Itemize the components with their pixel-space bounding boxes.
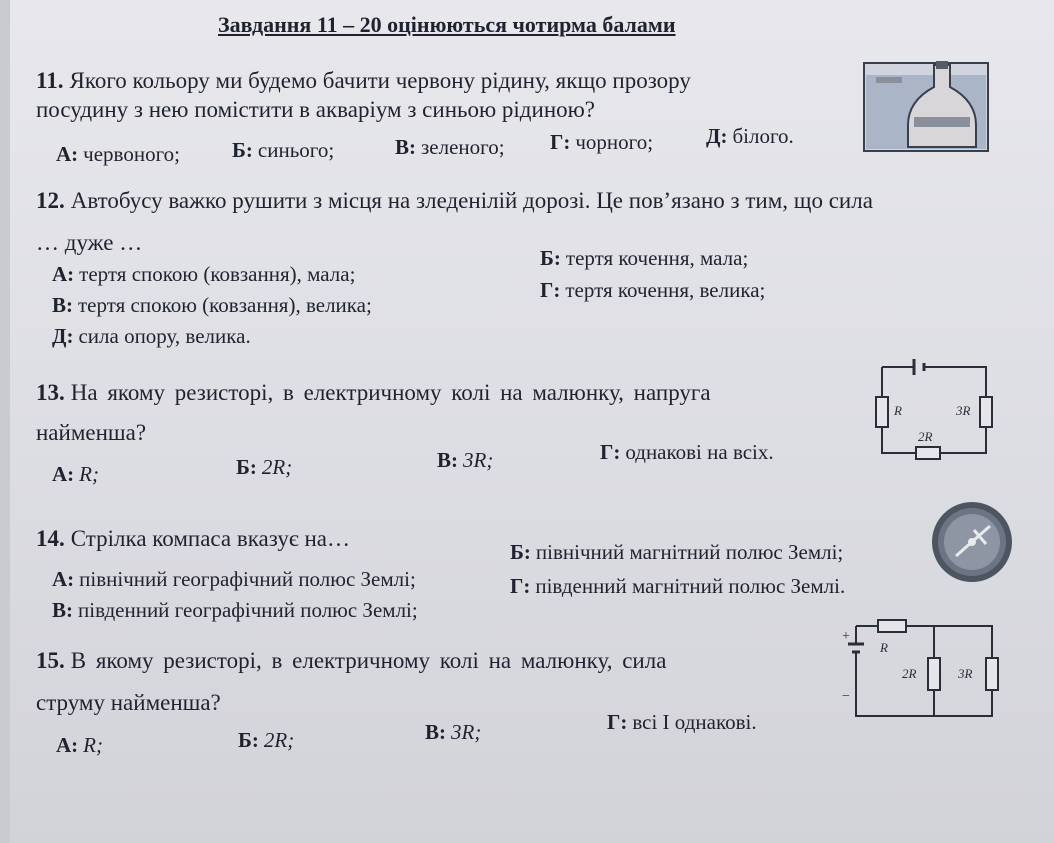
option-text: південний магнітний полюс Землі. bbox=[535, 574, 846, 598]
question-11 bbox=[36, 66, 691, 95]
option-text: зеленого; bbox=[421, 135, 505, 159]
option-letter: А: bbox=[52, 462, 75, 486]
resistor-r-label: R bbox=[894, 403, 902, 418]
option-text: чорного; bbox=[575, 130, 654, 154]
option-13-c[interactable] bbox=[437, 448, 493, 473]
resistor-r-label: R bbox=[880, 640, 888, 655]
option-text: тертя кочення, велика; bbox=[565, 278, 766, 302]
option-text: тертя кочення, мала; bbox=[565, 246, 749, 270]
option-12-c[interactable] bbox=[52, 293, 372, 318]
option-letter: В: bbox=[395, 135, 416, 159]
resistor-3r-label: 3R bbox=[958, 666, 973, 681]
question-text-line1: На якому резисторі, в електричному колі на малюнку, напруга bbox=[70, 380, 711, 405]
option-letter: В: bbox=[52, 598, 73, 622]
option-letter: Б: bbox=[540, 246, 561, 270]
circuit-13-diagram bbox=[868, 355, 998, 465]
battery-minus-label: − bbox=[842, 689, 850, 704]
option-11-c[interactable] bbox=[395, 135, 505, 160]
question-13-line2: найменша? bbox=[36, 420, 147, 445]
option-11-e[interactable] bbox=[706, 124, 794, 149]
option-11-a[interactable] bbox=[56, 142, 180, 167]
option-15-a[interactable] bbox=[56, 733, 103, 758]
option-letter: Д: bbox=[706, 124, 728, 148]
resistor-2r-label: 2R bbox=[902, 666, 917, 681]
option-14-b[interactable] bbox=[510, 540, 843, 565]
option-letter: А: bbox=[52, 567, 75, 591]
question-text-line1: Автобусу важко рушити з місця на зледенілій дорозі. Це пов’язано з тим, що сила bbox=[70, 188, 873, 213]
option-text: синього; bbox=[257, 138, 335, 162]
battery-plus-label: + bbox=[842, 629, 850, 644]
question-11-line2: посудину з нею помістити в акваріум з синьою рідиною? bbox=[36, 97, 596, 122]
option-text: R; bbox=[79, 462, 99, 486]
question-15 bbox=[36, 646, 666, 675]
question-number: 12. bbox=[36, 188, 65, 213]
option-14-c[interactable] bbox=[52, 598, 418, 623]
option-14-d[interactable] bbox=[510, 574, 845, 599]
circuit-15-diagram bbox=[842, 612, 1002, 722]
option-12-b[interactable] bbox=[540, 246, 748, 271]
option-text: південний географічний полюс Землі; bbox=[78, 598, 418, 622]
option-text: тертя спокою (ковзання), велика; bbox=[78, 293, 372, 317]
question-number: 13. bbox=[36, 380, 65, 405]
resistor-2r-label: 2R bbox=[918, 429, 933, 444]
option-text: 3R; bbox=[463, 448, 494, 472]
section-title: Завдання 11 – 20 оцінюються чотирма балами bbox=[218, 12, 676, 37]
question-number: 11. bbox=[36, 68, 64, 93]
question-12-line2: … дуже … bbox=[36, 230, 143, 255]
option-text: білого. bbox=[732, 124, 794, 148]
option-letter: Г: bbox=[540, 278, 561, 302]
option-11-d[interactable] bbox=[550, 130, 653, 155]
aquarium-figure bbox=[862, 55, 992, 155]
question-text-line1: В якому резисторі, в електричному колі на малюнку, сила bbox=[70, 648, 667, 673]
option-15-d[interactable] bbox=[607, 710, 757, 735]
option-12-e[interactable] bbox=[52, 324, 251, 349]
option-letter: А: bbox=[56, 142, 79, 166]
option-12-d[interactable] bbox=[540, 278, 765, 303]
option-text: 3R; bbox=[451, 720, 482, 744]
option-letter: Г: bbox=[600, 440, 621, 464]
option-14-a[interactable] bbox=[52, 567, 416, 592]
option-letter: Б: bbox=[232, 138, 253, 162]
option-letter: В: bbox=[425, 720, 446, 744]
resistor-3r-label: 3R bbox=[956, 403, 971, 418]
option-15-b[interactable] bbox=[238, 728, 294, 753]
question-12 bbox=[36, 186, 873, 215]
option-11-b[interactable] bbox=[232, 138, 334, 163]
option-text: всі I однакові. bbox=[632, 710, 757, 734]
option-text: північний географічний полюс Землі; bbox=[79, 567, 416, 591]
option-13-d[interactable] bbox=[600, 440, 774, 465]
question-number: 14. bbox=[36, 526, 65, 551]
option-letter: А: bbox=[52, 262, 75, 286]
option-text: 2R; bbox=[263, 728, 295, 752]
option-letter: Г: bbox=[550, 130, 571, 154]
option-12-a[interactable] bbox=[52, 262, 355, 287]
option-13-a[interactable] bbox=[52, 462, 99, 487]
compass-figure bbox=[930, 500, 1014, 584]
question-15-line2: струму найменша? bbox=[36, 690, 221, 715]
question-text-line1: Якого кольору ми будемо бачити червону рідину, якщо прозору bbox=[69, 68, 691, 93]
option-letter: В: bbox=[437, 448, 458, 472]
option-letter: Г: bbox=[607, 710, 628, 734]
option-text: 2R; bbox=[261, 455, 293, 479]
question-number: 15. bbox=[36, 648, 65, 673]
option-13-b[interactable] bbox=[236, 455, 292, 480]
option-letter: А: bbox=[56, 733, 79, 757]
option-text: R; bbox=[83, 733, 103, 757]
option-letter: Б: bbox=[238, 728, 259, 752]
option-15-c[interactable] bbox=[425, 720, 481, 745]
question-text-line1: Стрілка компаса вказує на… bbox=[70, 526, 350, 551]
option-text: північний магнітний полюс Землі; bbox=[535, 540, 844, 564]
question-14 bbox=[36, 524, 350, 553]
option-letter: В: bbox=[52, 293, 73, 317]
option-letter: Б: bbox=[236, 455, 257, 479]
option-letter: Б: bbox=[510, 540, 531, 564]
option-text: однакові на всіх. bbox=[625, 440, 774, 464]
option-letter: Г: bbox=[510, 574, 531, 598]
option-text: сила опору, велика. bbox=[78, 324, 251, 348]
option-letter: Д: bbox=[52, 324, 74, 348]
question-13 bbox=[36, 378, 711, 407]
option-text: тертя спокою (ковзання), мала; bbox=[79, 262, 356, 286]
option-text: червоного; bbox=[83, 142, 180, 166]
